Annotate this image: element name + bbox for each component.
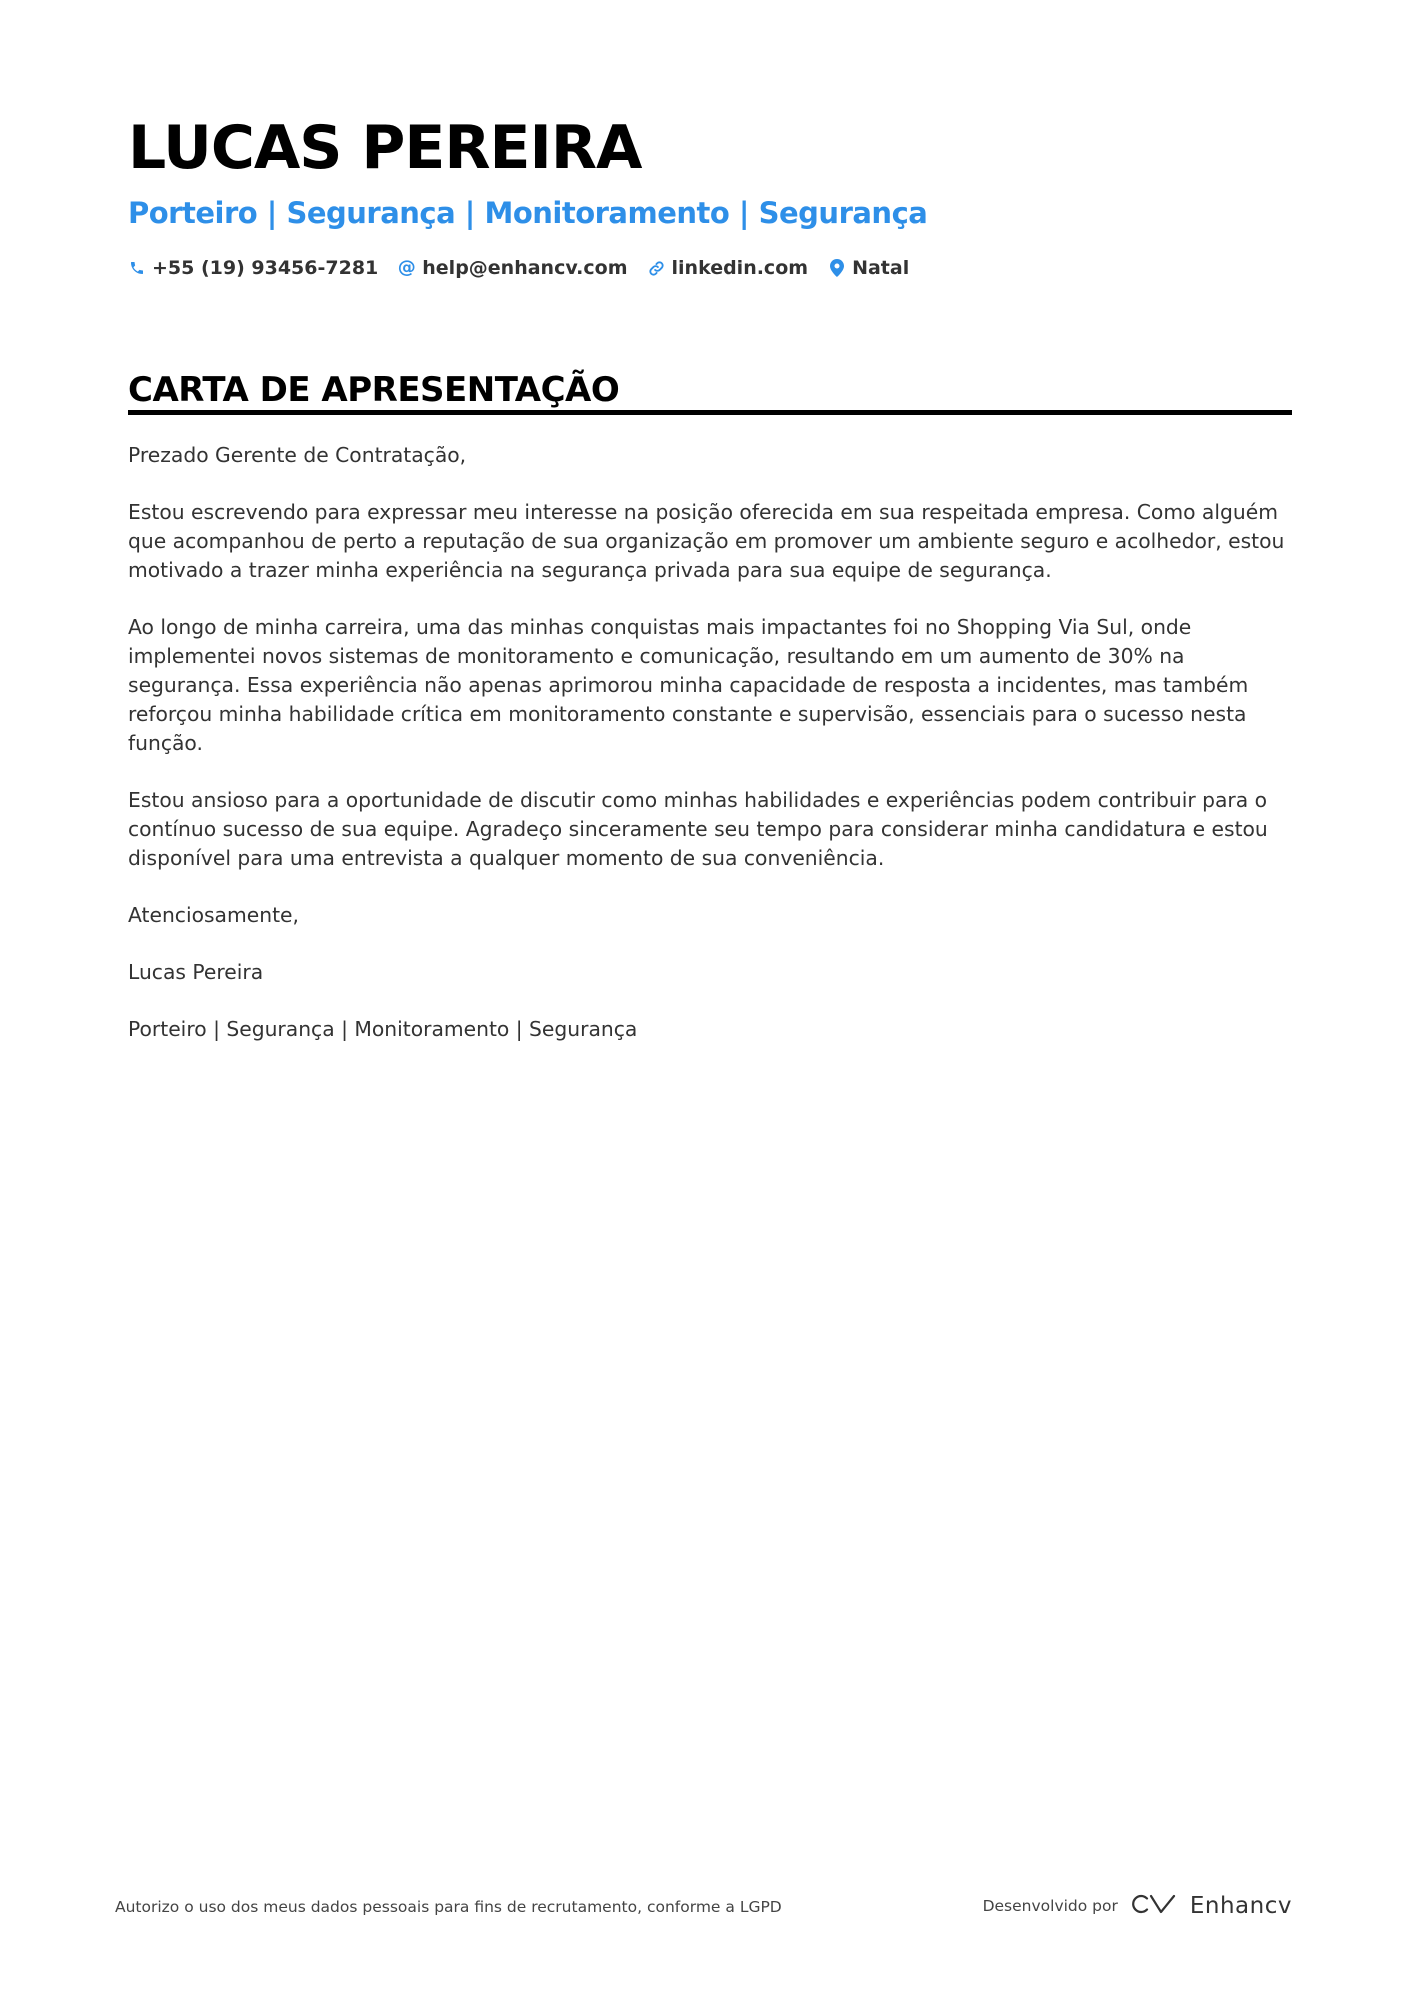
section-title: CARTA DE APRESENTAÇÃO [128,370,620,410]
letter-paragraph: Estou escrevendo para expressar meu interesse na posição oferecida em sua respeitada empresa. Como alguém que acompanhou de perto a reputação de sua organização em promover um ambiente seguro e acolhedor, estou motivado a trazer minha experiência na segurança privada para sua equipe de segurança. [128,500,1285,582]
letter-greeting: Prezado Gerente de Contratação, [128,443,467,467]
section-divider [128,410,1292,415]
location-pin-icon [828,258,845,278]
at-icon: @ [397,257,416,278]
letter-closing: Atenciosamente, [128,903,299,927]
powered-by [983,1890,1292,1922]
signature-title: Porteiro | Segurança | Monitoramento | Segurança [128,1017,638,1041]
signature-name: Lucas Pereira [128,960,264,984]
contact-phone [128,257,378,279]
candidate-name: LUCAS PEREIRA [128,113,642,183]
contact-location [828,257,909,279]
email-address: help@enhancv.com [422,257,628,279]
contact-email [398,257,627,279]
phone-number: +55 (19) 93456-7281 [152,257,379,279]
enhancv-logo-icon [1130,1891,1178,1922]
enhancv-wordmark: Enhancv [1189,1893,1292,1919]
powered-by-label: Desenvolvido por [982,1897,1118,1915]
letter-paragraph: Ao longo de minha carreira, uma das minhas conquistas mais impactantes foi no Shopping Via Sul, onde implementei novos sistemas de monitoramento e comunicação, resultando em um aumento de 30% na segurança. Essa experiência não apenas aprimorou minha capacidade de resposta a incidentes, mas também reforçou minha habilidade crítica em monitoramento constante e supervisão, essenciais para o sucesso nesta função. [128,615,1249,755]
letter-paragraph: Estou ansioso para a oportunidade de discutir como minhas habilidades e experiências podem contribuir para o contínuo sucesso de sua equipe. Agradeço sinceramente seu tempo para considerar minha candidatura e estou disponível para uma entrevista a qualquer momento de sua conveniência. [128,788,1268,870]
phone-icon [128,258,145,278]
letter-body [128,441,1298,1072]
location: Natal [852,257,910,279]
link-icon [648,258,665,278]
contact-linkedin [648,257,809,279]
candidate-headline: Porteiro | Segurança | Monitoramento | Segurança [128,196,928,230]
linkedin-url: linkedin.com [671,257,809,279]
consent-note: Autorizo o uso dos meus dados pessoais para fins de recrutamento, conforme a LGPD [115,1898,782,1916]
contact-row [128,254,909,282]
